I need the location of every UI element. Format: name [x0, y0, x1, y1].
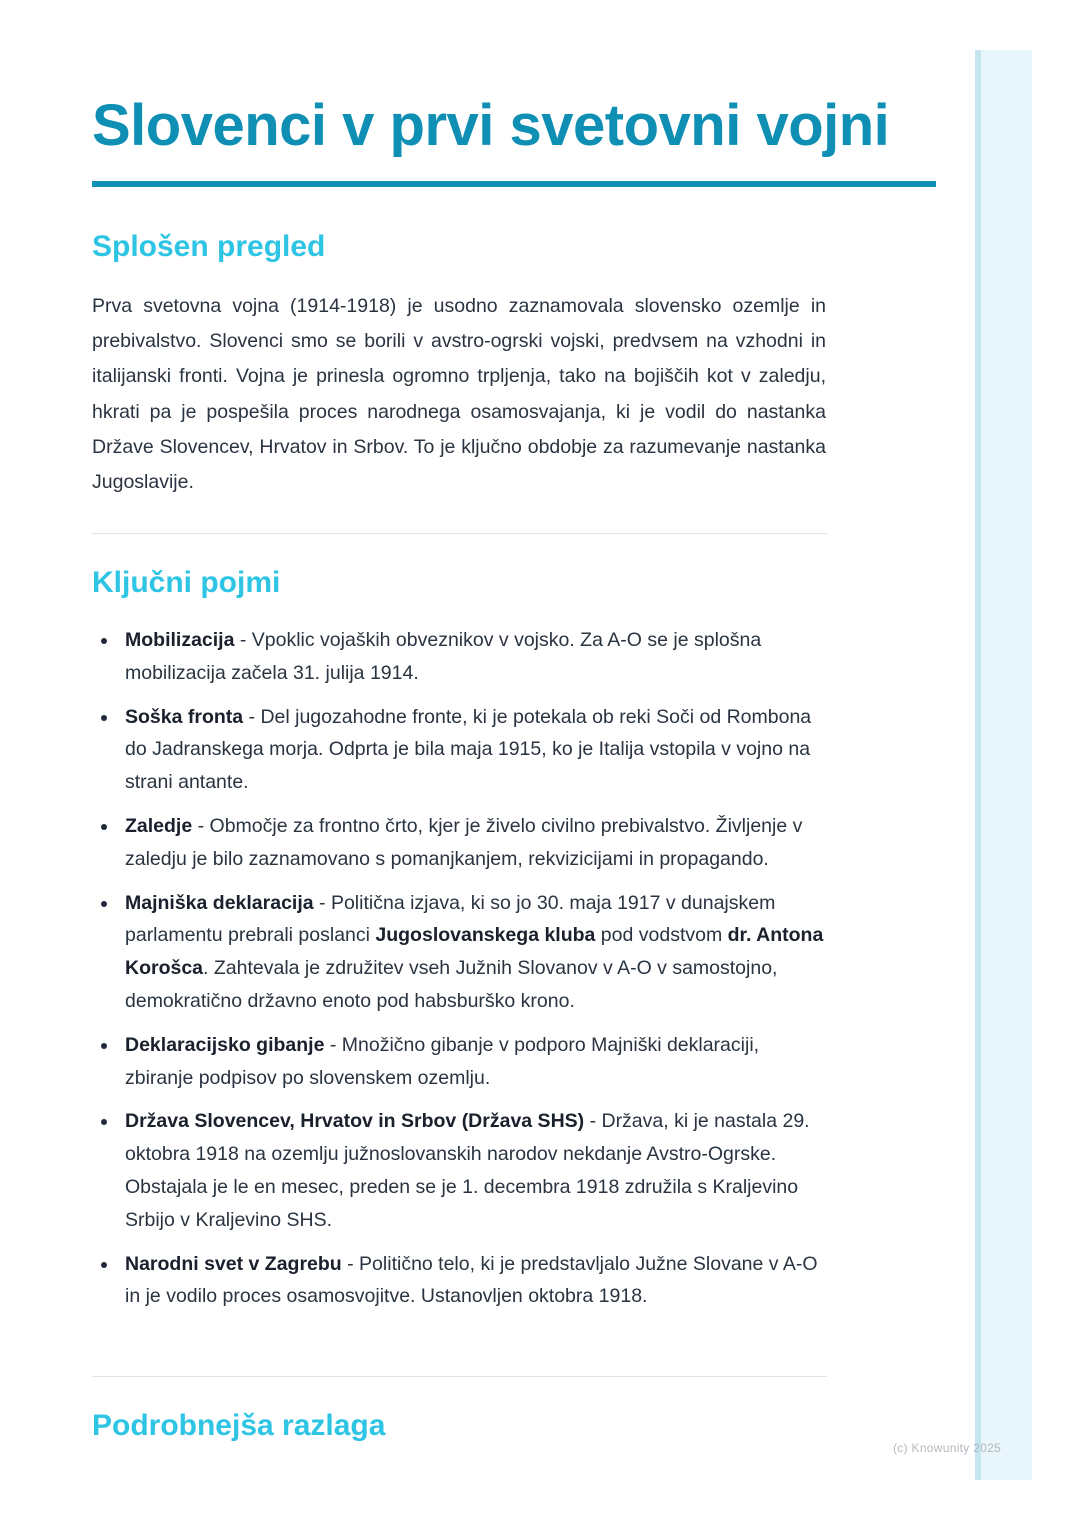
term-label: Narodni svet v Zagrebu: [125, 1252, 342, 1275]
term-label: Deklaracijsko gibanje: [125, 1033, 325, 1056]
page-title: Slovenci v prvi svetovni vojni: [92, 93, 890, 158]
side-panel-accent-line: [975, 50, 981, 1480]
list-item: [92, 701, 827, 799]
list-item: [92, 810, 827, 876]
list-item: [92, 887, 827, 1018]
term-definition-part: - Politična izjava, ki so jo 30. maja 1917 v dunajskem parlamentu prebrali poslanci: [125, 891, 776, 947]
overview-heading: Splošen pregled: [92, 230, 326, 263]
detailed-heading: Podrobnejša razlaga: [92, 1409, 386, 1442]
bullet-icon: [101, 824, 107, 830]
term-emphasis: Jugoslovanskega kluba: [375, 924, 596, 947]
term-definition-part: . Zahtevala je združitev vseh Južnih Slovanov v A-O v samostojno, demokratično državno enoto pod habsburško krono.: [125, 957, 778, 1012]
list-item: [92, 624, 827, 690]
key-terms-list: [92, 624, 827, 1324]
list-item: [92, 1029, 827, 1095]
copyright-text: (c) Knowunity 2025: [893, 1441, 1002, 1455]
bullet-icon: [101, 715, 107, 721]
section-divider: [92, 1376, 827, 1377]
term-label: Majniška deklaracija: [125, 891, 314, 914]
bullet-icon: [101, 1262, 107, 1268]
term-definition: - Območje za frontno črto, kjer je živelo civilno prebivalstvo. Življenje v zaledju je bilo zaznamovano s pomanjkanjem, rekvizicijami in propagando.: [125, 814, 803, 870]
overview-paragraph: Prva svetovna vojna (1914-1918) je usodno zaznamovala slovensko ozemlje in prebivalstvo. Slovenci smo se borili v avstro-ogrski vojski, predvsem na vzhodni in italijanski fronti. Vojna je prinesla ogromno trpljenja, tako na bojiščih kot v zaledju, hkrati pa je pospešila proces narodnega osamosvajanja, ki je vodil do nastanka Države Slovencev, Hrvatov in Srbov. To je ključno obdobje za razumevanje nastanka Jugoslavije.: [92, 295, 826, 494]
bullet-icon: [101, 638, 107, 644]
term-emphasis: dr. Antona Korošca: [125, 924, 824, 980]
term-definition-part: pod vodstvom: [595, 924, 728, 947]
term-definition: - Politično telo, ki je predstavljalo Južne Slovane v A-O in je vodilo proces osamosvojitve. Ustanovljen oktobra 1918.: [125, 1252, 818, 1308]
bullet-icon: [101, 1119, 107, 1125]
section-divider: [92, 533, 827, 534]
term-definition: - Država, ki je nastala 29. oktobra 1918 na ozemlju južnoslovanskih narodov nekdanje Avstro-Ogrske. Obstajala je le en mesec, preden se je 1. decembra 1918 združila s Kraljevino Srbijo v Kraljevino SHS.: [125, 1110, 810, 1231]
term-definition: - Del jugozahodne fronte, ki je potekala ob reki Soči od Rombona do Jadranskega morja. Odprta je bila maja 1915, ko je Italija vstopila v vojno na strani antante.: [125, 705, 812, 794]
list-item: [92, 1105, 827, 1236]
term-label: Soška fronta: [125, 705, 244, 728]
term-definition: - Vpoklic vojaških obveznikov v vojsko. Za A-O se je splošna mobilizacija začela 31. julija 1914.: [125, 629, 762, 684]
key-terms-heading: Ključni pojmi: [92, 566, 281, 599]
bullet-icon: [101, 901, 107, 907]
term-label: Zaledje: [125, 814, 193, 837]
term-label: Mobilizacija: [125, 629, 235, 651]
bullet-icon: [101, 1043, 107, 1049]
title-underline: [92, 181, 936, 187]
term-label: Država Slovencev, Hrvatov in Srbov (Država SHS): [125, 1110, 585, 1133]
term-definition: - Množično gibanje v podporo Majniški deklaraciji, zbiranje podpisov po slovenskem ozemlju.: [125, 1033, 760, 1089]
list-item: [92, 1248, 827, 1314]
side-panel: [975, 50, 1032, 1480]
